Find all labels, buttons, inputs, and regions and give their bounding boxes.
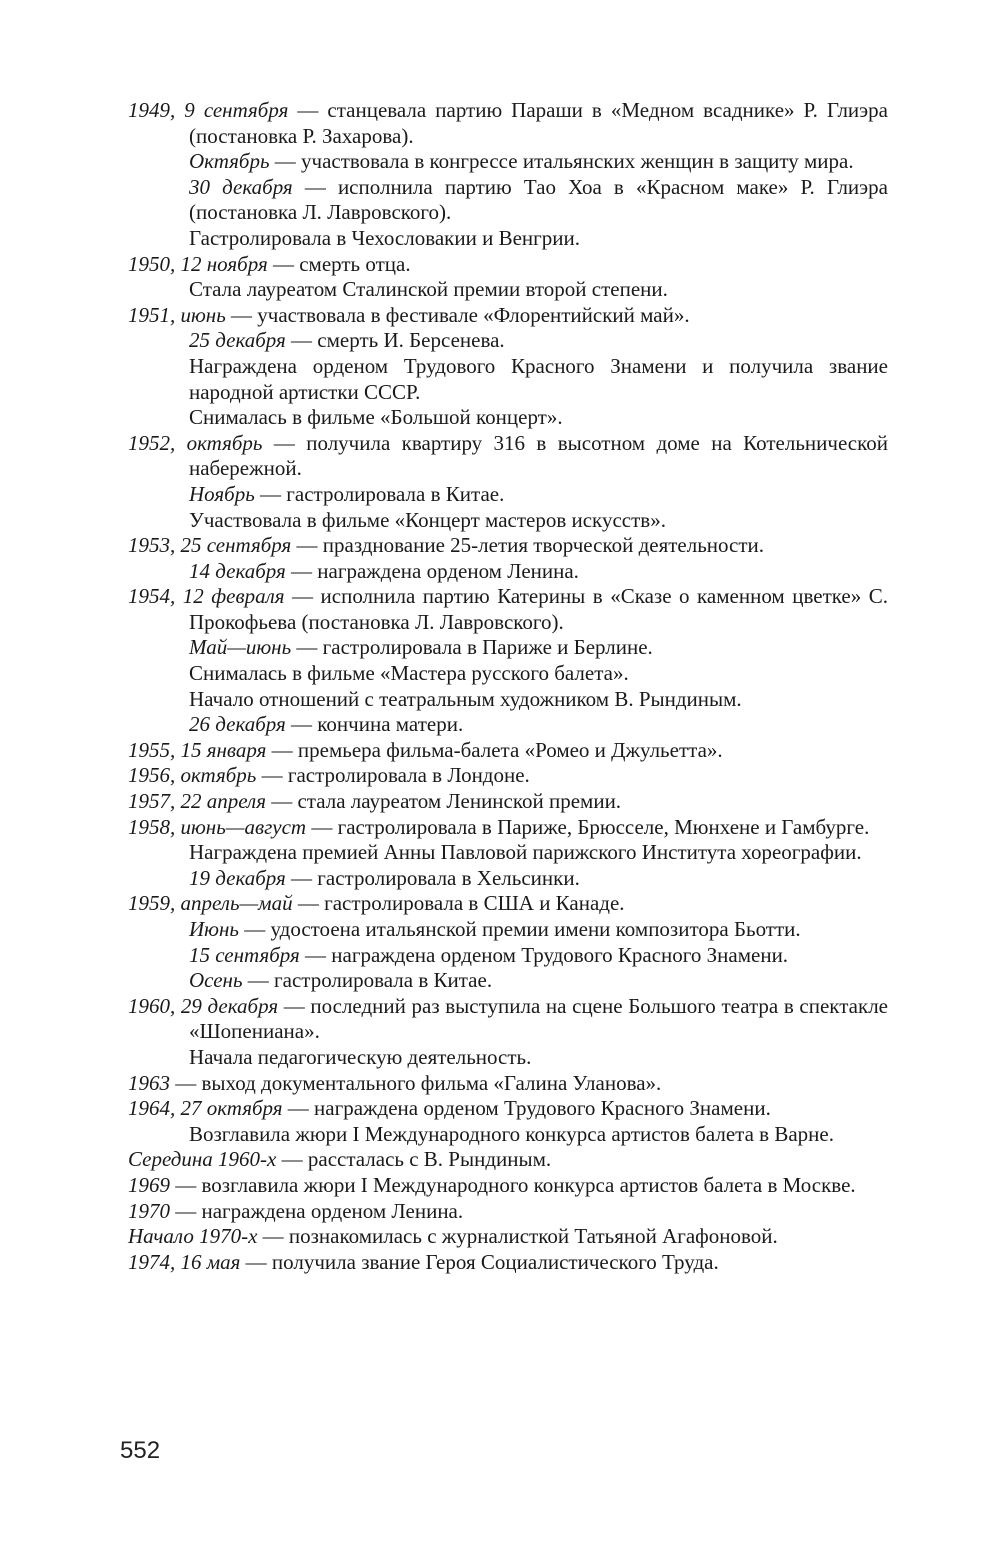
subentry-text: Стала лауреатом Сталинской премии второй степени.	[189, 277, 668, 302]
subentry-date: Июнь	[189, 917, 239, 941]
subentry-text: — награждена орденом Трудового Красного Знамени.	[299, 942, 789, 967]
entry-date: 1952, октябрь	[128, 430, 263, 455]
entry-date: 1958, июнь—август	[128, 814, 307, 839]
subentry-date: 26 декабря	[189, 712, 286, 737]
subentry-date: 19 декабря	[189, 865, 286, 890]
entry-text: — гастролировала в Париже, Брюсселе, Мюнхене и Гамбурге.	[306, 814, 870, 839]
subentry-text: — удостоена итальянской премии имени композитора Бьотти.	[238, 917, 801, 941]
entry-text: — возглавила жюри I Международного конкурса артистов балета в Москве.	[170, 1172, 856, 1197]
subentry-text: Возглавила жюри I Международного конкурса артистов балета в Варне.	[189, 1121, 834, 1146]
chronology-subentry	[189, 354, 888, 405]
chronology-subentry	[189, 687, 888, 713]
subentry-text: — участвовала в конгрессе итальянских женщин в защиту мира.	[269, 149, 854, 174]
entry-text: — награждена орденом Трудового Красного Знамени.	[282, 1096, 771, 1121]
subentry-text: — исполнила партию Тао Хоа в «Красном маке» Р. Глиэра (постановка Л. Лавровского).	[189, 174, 889, 225]
subentry-text: Начало отношений с театральным художником В. Рындиным.	[189, 686, 742, 711]
subentry-text: Начала педагогическую деятельность.	[189, 1044, 532, 1069]
entry-date: 1949, 9 сентября	[128, 98, 289, 122]
subentry-text: — гастролировала в Китае.	[254, 481, 505, 506]
entry-date: 1969	[128, 1172, 170, 1197]
entry-text: — стала лауреатом Ленинской премии.	[265, 789, 622, 814]
subentry-text: — гастролировала в Париже и Берлине.	[291, 635, 653, 660]
entry-text: — премьера фильма-балета «Ромео и Джульетта».	[266, 737, 723, 762]
chronology-entry	[128, 1250, 888, 1276]
subentry-date: Ноябрь	[189, 481, 255, 506]
entry-date: Начало 1970-х	[128, 1224, 258, 1249]
subentry-date: Октябрь	[189, 149, 270, 174]
chronology-entry	[128, 533, 888, 559]
entry-date: 1970	[128, 1198, 170, 1223]
entry-date: 1950, 12 ноября	[128, 251, 268, 276]
chronology-entry	[128, 1071, 888, 1097]
entry-date: 1954, 12 февраля	[128, 584, 285, 609]
chronology-subentry	[189, 175, 888, 226]
entry-text: — празднование 25-летия творческой деятельности.	[291, 533, 765, 558]
chronology-subentry	[189, 635, 888, 661]
subentry-date: Май—июнь	[189, 635, 292, 660]
subentry-date: 15 сентября	[189, 942, 300, 967]
chronology-entry	[128, 789, 888, 815]
chronology-entry	[128, 763, 888, 789]
entry-text: — гастролировала в Лондоне.	[256, 763, 530, 788]
subentry-text: — награждена орденом Ленина.	[285, 558, 579, 583]
entry-text: — гастролировала в США и Канаде.	[292, 891, 625, 916]
entry-text: — получила звание Героя Социалистического Труда.	[240, 1249, 719, 1274]
chronology-subentry	[189, 405, 888, 431]
entry-text: — рассталась с В. Рындиным.	[276, 1147, 552, 1172]
entry-date: 1964, 27 октября	[128, 1096, 283, 1121]
subentry-text: Награждена орденом Трудового Красного Знамени и получила звание народной артистки СССР.	[189, 353, 888, 404]
chronology-entry	[128, 431, 888, 482]
entry-text: — выход документального фильма «Галина Уланова».	[170, 1070, 662, 1095]
subentry-text: Награждена премией Анны Павловой парижского Института хореографии.	[189, 840, 862, 865]
entry-date: 1956, октябрь	[128, 763, 257, 788]
chronology-entry	[128, 98, 888, 149]
chronology-entry	[128, 1173, 888, 1199]
entry-text: — последний раз выступила на сцене Большого театра в спектакле «Шопениана».	[189, 993, 888, 1044]
subentry-date: 14 декабря	[189, 558, 286, 583]
chronology-subentry	[189, 1122, 888, 1148]
page-number: 552	[120, 1437, 161, 1464]
chronology-entry	[128, 252, 888, 278]
chronology-entry	[128, 1096, 888, 1122]
subentry-text: Снималась в фильме «Большой концерт».	[189, 405, 563, 430]
chronology-subentry	[189, 149, 888, 175]
subentry-text: — кончина матери.	[285, 712, 464, 737]
chronology-subentry	[189, 559, 888, 585]
entry-date: 1953, 25 сентября	[128, 533, 292, 558]
chronology-subentry	[189, 917, 888, 943]
chronology-subentry	[189, 943, 888, 969]
chronology-list	[128, 98, 888, 1275]
entry-date: 1960, 29 декабря	[128, 993, 279, 1018]
entry-date: 1963	[128, 1070, 170, 1095]
chronology-subentry	[189, 277, 888, 303]
entry-date: 1959, апрель—май	[128, 891, 293, 916]
chronology-subentry	[189, 226, 888, 252]
subentry-date: 25 декабря	[189, 328, 286, 353]
chronology-subentry	[189, 968, 888, 994]
chronology-entry	[128, 994, 888, 1045]
entry-text: — участвовала в фестивале «Флорентийский май».	[225, 302, 690, 327]
chronology-subentry	[189, 712, 888, 738]
subentry-text: — гастролировала в Китае.	[242, 968, 493, 993]
subentry-date: Осень	[189, 968, 243, 993]
entry-date: 1974, 16 мая	[128, 1249, 241, 1274]
chronology-subentry	[189, 840, 888, 866]
chronology-entry	[128, 1199, 888, 1225]
subentry-date: 30 декабря	[189, 174, 293, 199]
subentry-text: Снималась в фильме «Мастера русского балета».	[189, 661, 629, 686]
chronology-entry	[128, 303, 888, 329]
chronology-subentry	[189, 328, 888, 354]
chronology-subentry	[189, 508, 888, 534]
entry-date: 1957, 22 апреля	[128, 789, 266, 814]
chronology-entry	[128, 815, 888, 841]
chronology-subentry	[189, 866, 888, 892]
chronology-subentry	[189, 661, 888, 687]
entry-date: 1951, июнь	[128, 302, 226, 327]
entry-text: — исполнила партию Катерины в «Сказе о каменном цветке» С. Прокофьева (постановка Л. Лавровского).	[189, 584, 889, 634]
subentry-text: Участвовала в фильме «Концерт мастеров искусств».	[189, 507, 666, 532]
chronology-subentry	[189, 1045, 888, 1071]
entry-text: — получила квартиру 316 в высотном доме на Котельнической набережной.	[189, 430, 888, 481]
subentry-text: — смерть И. Берсенева.	[285, 328, 505, 353]
entry-text: — награждена орденом Ленина.	[170, 1198, 464, 1223]
chronology-entry	[128, 1147, 888, 1173]
entry-date: Середина 1960-х	[128, 1147, 277, 1172]
subentry-text: — гастролировала в Хельсинки.	[285, 865, 580, 890]
chronology-entry	[128, 891, 888, 917]
chronology-entry	[128, 738, 888, 764]
subentry-text: Гастролировала в Чехословакии и Венгрии.	[189, 225, 580, 250]
chronology-entry	[128, 1224, 888, 1250]
entry-text: — станцевала партию Параши в «Медном всаднике» Р. Глиэра (постановка Р. Захарова).	[189, 98, 889, 148]
chronology-entry	[128, 584, 888, 635]
entry-text: — познакомилась с журналисткой Татьяной Агафоновой.	[257, 1224, 778, 1249]
entry-date: 1955, 15 января	[128, 737, 267, 762]
chronology-subentry	[189, 482, 888, 508]
entry-text: — смерть отца.	[267, 251, 411, 276]
